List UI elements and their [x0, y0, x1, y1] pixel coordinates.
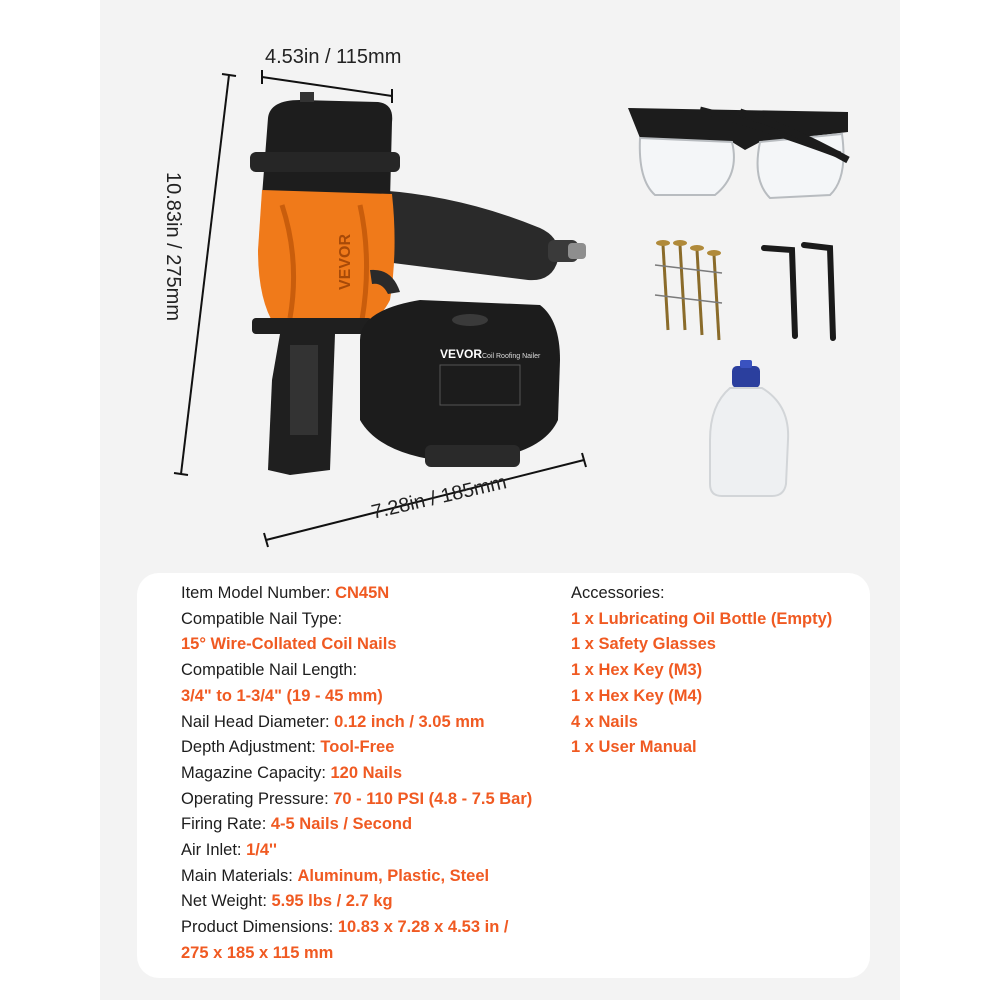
spec-nail-type-label: Compatible Nail Type:	[181, 609, 343, 628]
spec-value: 4-5 Nails / Second	[270, 815, 413, 834]
spec-value: 70 - 110 PSI (4.8 - 7.5 Bar)	[333, 789, 533, 808]
spec-label: Product Dimensions:	[181, 918, 338, 937]
spec-label: Firing Rate:	[181, 815, 271, 834]
specifications-list	[181, 581, 561, 967]
spec-label: Air Inlet:	[181, 841, 247, 860]
nails-image	[655, 240, 722, 340]
body-brand-text: VEVOR	[337, 233, 354, 290]
spec-nail-type-value: 15° Wire-Collated Coil Nails	[181, 635, 397, 654]
spec-label: Magazine Capacity:	[181, 763, 331, 782]
specifications-card	[137, 573, 870, 978]
spec-value: 120 Nails	[330, 763, 403, 782]
canister-label-text: Coil Roofing Nailer	[482, 353, 541, 360]
spec-value: Aluminum, Plastic, Steel	[297, 866, 490, 885]
spec-label: Depth Adjustment:	[181, 738, 321, 757]
accessory-item: 4 x Nails	[571, 712, 638, 731]
spec-net-weight	[181, 889, 561, 915]
spec-product-dimensions	[181, 915, 561, 941]
dimension-depth-label: 7.28in / 185mm	[369, 471, 509, 524]
spec-air-inlet	[181, 838, 561, 864]
spec-value: Tool-Free	[320, 738, 395, 757]
accessory-item: 1 x Hex Key (M3)	[571, 661, 703, 680]
accessory-item: 1 x Hex Key (M4)	[571, 686, 703, 705]
accessories-title: Accessories:	[571, 584, 665, 602]
accessory-item: 1 x Safety Glasses	[571, 635, 716, 654]
spec-nail-length-label: Compatible Nail Length:	[181, 661, 358, 680]
spec-product-dimensions-metric: 275 x 185 x 115 mm	[181, 943, 334, 962]
spec-head-diameter	[181, 710, 561, 736]
spec-main-materials	[181, 864, 561, 890]
canister-brand-text: VEVOR	[440, 347, 483, 361]
coil-nailer-image	[250, 92, 586, 475]
accessory-item: 1 x Lubricating Oil Bottle (Empty)	[571, 609, 833, 628]
spec-value: CN45N	[335, 584, 390, 602]
spec-label: Nail Head Diameter:	[181, 712, 335, 731]
oil-bottle-image	[710, 360, 788, 496]
spec-label: Net Weight:	[181, 892, 272, 911]
accessories-list	[571, 581, 871, 761]
safety-glasses-image	[628, 108, 848, 198]
spec-value: 0.12 inch / 3.05 mm	[334, 712, 485, 731]
spec-nail-length-value: 3/4" to 1-3/4" (19 - 45 mm)	[181, 686, 383, 705]
spec-depth-adjustment	[181, 735, 561, 761]
dimension-height-label: 10.83in / 275mm	[161, 172, 184, 321]
dimension-line-width	[262, 70, 392, 103]
spec-label: Item Model Number:	[181, 584, 336, 602]
spec-operating-pressure	[181, 787, 561, 813]
spec-firing-rate	[181, 812, 561, 838]
accessory-item: 1 x User Manual	[571, 738, 697, 757]
spec-magazine-capacity	[181, 761, 561, 787]
spec-value: 10.83 x 7.28 x 4.53 in /	[337, 918, 509, 937]
dimension-width-label: 4.53in / 115mm	[265, 46, 402, 68]
spec-value: 5.95 lbs / 2.7 kg	[271, 892, 393, 911]
spec-model	[181, 581, 561, 607]
spec-label: Operating Pressure:	[181, 789, 334, 808]
hex-keys-image	[764, 245, 833, 338]
spec-label: Main Materials:	[181, 866, 298, 885]
spec-value: 1/4''	[246, 841, 277, 860]
